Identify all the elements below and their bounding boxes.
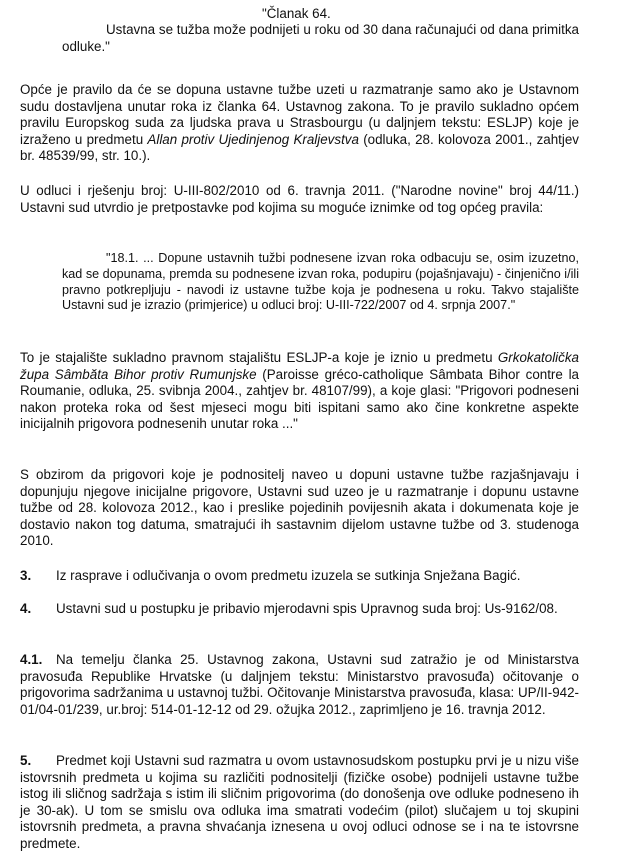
quote-18-1: "18.1. ... Dopune ustavnih tužbi podnesene izvan roka odbacuju se, osim izuzetno, kad se dopunama, premda su podnesene izvan roka, podupiru (pojašnjavaju) - činjenično i/ili pravno potkrepljuju - navodi iz ustavne tužbe koja je podnesena u roku. Takvo stajalište Ustavni sud je izrazio (primjerice) u odluci broj: U-III-722/2007 od 4. srpnja 2007.": [62, 251, 579, 313]
section-4-text: Ustavni sud u postupku je pribavio mjerodavni spis Upravnog suda broj: Us-9162/08.: [56, 601, 558, 616]
paragraph-esljp-text: To je stajalište sukladno pravnom stajalištu ESLJP-a koje je iznio u predmetu: [20, 350, 498, 365]
section-3: [20, 568, 579, 585]
paragraph-exceptions: U odluci i rješenju broj: U-III-802/2010 od 6. travnja 2011. ("Narodne novine" broj 44/11.) Ustavni sud utvrdio je pretpostavke pod kojima su moguće iznimke od tog općeg pravila:: [20, 183, 579, 215]
section-4-1-number: 4.1.: [20, 652, 43, 667]
article-64-text: Ustavna se tužba može podnijeti u roku od 30 dana računajući od dana primitka odluke.": [62, 22, 579, 54]
paragraph-general-rule-text: Opće je pravilo da će se dopuna ustavne tužbe uzeti u razmatranje samo ako je Ustavnom sudu dostavljena unutar roka iz članka 64. Ustavnog zakona. To je pravilo sukladno općem pravilu Europskog suda za ljudska prava u Strasbourgu (u daljnjem tekstu: ESLJP) koje je izraženo u predmetu: [20, 82, 579, 147]
paragraph-esljp: [20, 350, 579, 433]
section-3-text: Iz rasprave i odlučivanja o ovom predmetu izuzela se sutkinja Snježana Bagić.: [56, 568, 521, 583]
section-3-number: 3.: [20, 568, 32, 583]
paragraph-supplement: S obzirom da prigovori koje je podnositelj naveo u dopuni ustavne tužbe razjašnjavaju i dopunjuju njegove inicijalne prigovore, Ustavni sud uzeo je u razmatranje i dopunu ustavne tužbe od 28. kolovoza 2012., kao i preslike pojedinih povijesnih akata i dokumenata koje je dostavio nakon tog datuma, smatrajući ih sastavnim dijelom ustavne tužbe od 3. studenoga 2010.: [20, 467, 579, 549]
section-5-number: 5.: [20, 753, 32, 768]
paragraph-general-rule-ref: (odluka, 28. kolovoza 2001., zahtjev br. 48539/99, str. 10.).: [20, 131, 579, 164]
section-4-1: [20, 652, 579, 718]
case-name-sambata: Grkokatolička župa Sâmbăta Bihor protiv Rumunjske: [20, 350, 579, 382]
paragraph-general-rule: [20, 82, 579, 165]
section-5-text: Predmet koji Ustavni sud razmatra u ovom ustavnosudskom postupku prvi je u nizu više istovrsnih predmeta u kojima su različiti podnositelji (fizičke osobe) podnijeli ustavne tužbe istog ili sličnog sadržaja s istim ili sličnim prigovorima (do donošenja ove odluke podneseno ih je 30-ak). U tom se smislu ova odluka ima smatrati vodećim (pilot) slučajem u toj skupini istovrsnih predmeta, a pravna shvaćanja iznesena u ovoj odluci odnose se i na te istovrsne predmete.: [20, 753, 579, 851]
section-4: [20, 601, 579, 618]
section-4-number: 4.: [20, 601, 32, 616]
section-5: [20, 753, 579, 853]
paragraph-esljp-ref: (Paroisse gréco-catholique Sâmbata Bihor contre la Roumanie, odluka, 25. svibnja 2004., zahtjev br. 48107/99), a koje glasi: "Prigovori podneseni nakon proteka roka od šest mjeseci mogu biti ispitani samo ako čine konkretne aspekte inicijalnih prigovora podnesenih unutar roka ...": [20, 366, 579, 432]
section-4-1-text: Na temelju članka 25. Ustavnog zakona, Ustavni sud zatražio je od Ministarstva pravosuđa Republike Hrvatske (u daljnjem tekstu: Ministarstvo pravosuđa) očitovanje o prigovorima sadržanima u ustavnoj tužbi. Očitovanje Ministarstva pravosuđa, klasa: UP/II-942-01/04-01/239, ur.broj: 514-01-12-12 od 29. ožujka 2012., zaprimljeno je 16. travnja 2012.: [20, 652, 579, 717]
article-64-heading: "Članak 64.: [262, 6, 331, 21]
case-name-allan: Allan protiv Ujedinjenog Kraljevstva: [147, 131, 359, 147]
